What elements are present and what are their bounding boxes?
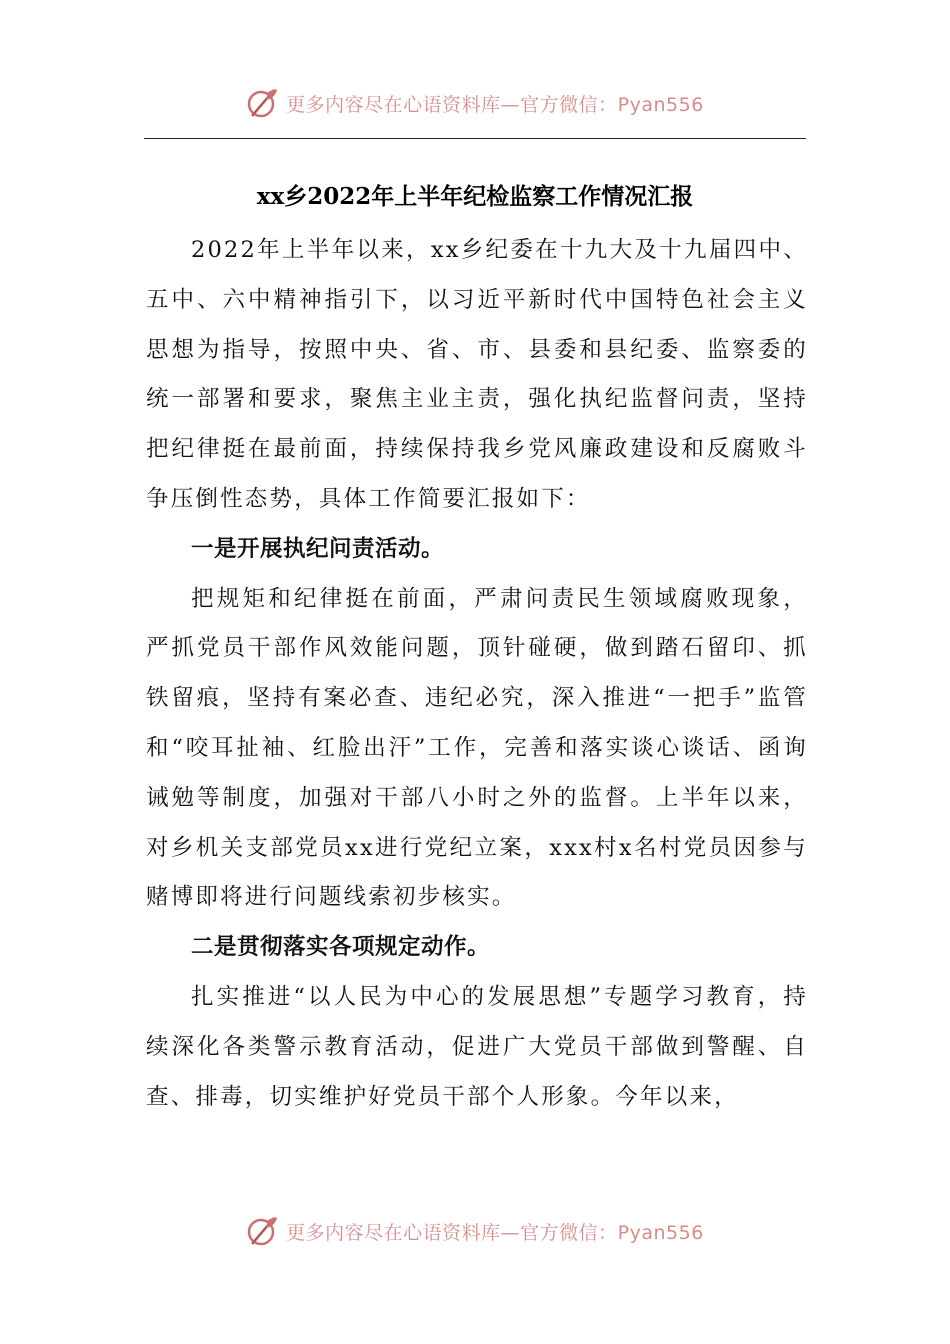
- watermark-text: 更多内容尽在心语资料库—官方微信：Pyan556: [286, 93, 704, 116]
- watermark-text: 更多内容尽在心语资料库—官方微信：Pyan556: [286, 1221, 704, 1244]
- section-heading: 一是开展执纪问责活动。: [191, 535, 445, 562]
- section-paragraph: 把规矩和纪律挺在前面，严肃问责民生领域腐败现象，严抓党员干部作风效能问题，顶针碰硬，做到踏石留印、抓铁留痕，坚持有案必查、违纪必究，深入推进“一把手”监管和“咬耳扯袖、红脸出汗”工作，完善和落实谈心谈话、函询诫勉等制度，加强对干部八小时之外的监督。上半年以来，对乡机关支部党员xx进行党纪立案，xxx村x名村党员因参与赌博即将进行问题线索初步核实。: [146, 585, 808, 911]
- watermark-header: [0, 86, 950, 120]
- section-paragraph: 扎实推进“以人民为中心的发展思想”专题学习教育，持续深化各类警示教育活动，促进广大党员干部做到警醒、自查、排毒，切实维护好党员干部个人形象。今年以来，: [146, 983, 808, 1110]
- quill-pen-icon: [246, 1214, 280, 1248]
- intro-paragraph: 2022年上半年以来，xx乡纪委在十九大及十九届四中、五中、六中精神指引下，以习近平新时代中国特色社会主义思想为指导，按照中央、省、市、县委和县纪委、监察委的统一部署和要求，聚焦主业主责，强化执纪监督问责，坚持把纪律挺在最前面，持续保持我乡党风廉政建设和反腐败斗争压倒性态势，具体工作简要汇报如下：: [146, 237, 808, 512]
- quill-pen-icon: [246, 86, 280, 120]
- watermark-footer: [0, 1214, 950, 1248]
- document-title: xx乡2022年上半年纪检监察工作情况汇报: [256, 183, 694, 210]
- document-body: [146, 226, 808, 1122]
- header-divider: [144, 138, 806, 139]
- section-heading: 二是贯彻落实各项规定动作。: [191, 934, 491, 961]
